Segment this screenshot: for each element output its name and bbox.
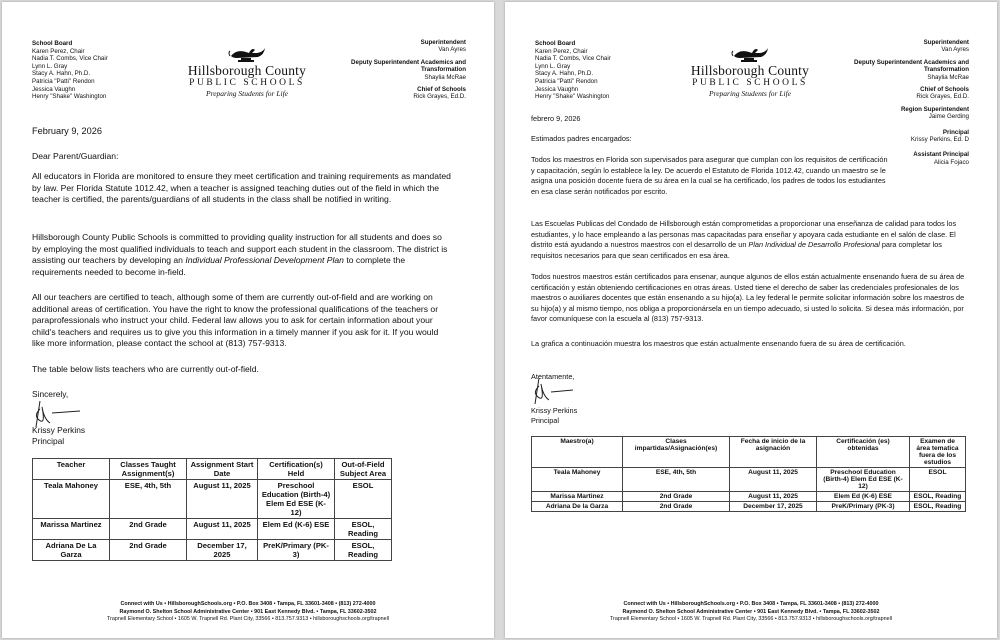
school-board-list <box>32 40 108 101</box>
closing: Atentamente, <box>531 372 575 381</box>
table-row <box>532 492 966 502</box>
paragraph-2-start: Hillsborough County Public Schools is committed to providing quality instruction for all students and does so by employing the most qualified individuals to teach and support each student in the classroom. The district is assisting our teachers by developing an <box>32 232 448 266</box>
column-header: Maestro(a) <box>532 437 623 468</box>
cell-certification: PreK/Primary (PK-3) <box>258 540 335 561</box>
column-header: Certificación (es) obtenidas <box>817 437 910 468</box>
cell-teacher: Marissa Martinez <box>532 492 623 502</box>
column-header: Out-of-Field Subject Area <box>335 459 392 480</box>
signer-name: Krissy Perkins <box>32 425 86 435</box>
district-subname: PUBLIC SCHOOLS <box>692 78 808 88</box>
cell-start-date: August 11, 2025 <box>187 519 258 540</box>
signer-name: Krissy Perkins <box>531 406 578 415</box>
paragraph-3: All our teachers are certified to teach, although some of them are currently out-of-field and are working on additional areas of certification. You have the right to know the professional qualifications of the teachers or paraprofessionals who instruct your child. Federal law allows you to ask for certain information about your child's teachers and requires us to give you this information in a timely manner if you ask for it. If you would like more information, please contact the school at (813) 757-9313. <box>32 292 439 349</box>
table-row <box>33 519 392 540</box>
letter-date: febrero 9, 2026 <box>531 114 581 123</box>
cell-subject-area: ESOL <box>335 480 392 519</box>
paragraph-4: La grafica a continuación muestra los maestros que están actualmente ensenando fuera de su área de certificación. <box>531 339 906 348</box>
cell-teacher: Teala Mahoney <box>532 468 623 492</box>
cell-classes: ESE, 4th, 5th <box>110 480 187 519</box>
board-member: Henry "Shake" Washington <box>32 93 107 101</box>
district-tagline: Preparing Students for Life <box>708 89 791 98</box>
cell-start-date: December 17, 2025 <box>187 540 258 561</box>
board-member: Lynn L. Gray <box>32 62 68 70</box>
cell-certification: Elem Ed (K-6) ESE <box>258 519 335 540</box>
lamp-of-learning-icon <box>227 44 267 64</box>
paragraph-2-plan-name: Plan Individual de Desarrollo Profesional <box>748 240 880 250</box>
cell-classes: 2nd Grade <box>110 540 187 561</box>
board-member: Jessica Vaughn <box>32 85 76 93</box>
cell-start-date: December 17, 2025 <box>730 502 817 512</box>
cell-classes: ESE, 4th, 5th <box>623 468 730 492</box>
out-of-field-table <box>32 458 392 561</box>
signer-title: Principal <box>531 416 559 425</box>
cell-start-date: August 11, 2025 <box>187 480 258 519</box>
paragraph-1: All educators in Florida are monitored to ensure they meet certification and training requirements as mandated by law. Per Florida Statute 1012.42, when a teacher is assigned teaching duties out of the field in which the teacher is certified, the parents/guardians of all students in the class shall be notified in writing. <box>32 171 451 205</box>
cell-certification: Preschool Education (Birth-4) Elem Ed ESE (K-12) <box>817 468 910 492</box>
greeting: Dear Parent/Guardian: <box>32 151 119 161</box>
cell-subject-area: ESOL, Reading <box>910 502 966 512</box>
district-subname: PUBLIC SCHOOLS <box>189 78 305 88</box>
school-board-list <box>535 40 611 101</box>
footer-line: Raymond O. Shelton School Administrative Center • 901 East Kennedy Blvd. • Tampa, FL 33602-3502 <box>119 608 377 615</box>
paragraph-2 <box>32 232 452 278</box>
district-tagline: Preparing Students for Life <box>205 89 288 98</box>
admin-title: Region Superintendent <box>900 105 969 113</box>
administration-list <box>839 39 969 166</box>
board-member: Stacy A. Hahn, Ph.D. <box>535 70 594 78</box>
cell-certification: Elem Ed (K-6) ESE <box>817 492 910 502</box>
admin-title: Principal <box>942 128 969 136</box>
admin-name: Shaylia McRae <box>424 73 466 81</box>
paragraph-2-plan-name: Individual Professional Development Plan <box>185 255 344 266</box>
cell-teacher: Adriana De La Garza <box>33 540 110 561</box>
cell-start-date: August 11, 2025 <box>730 468 817 492</box>
handwritten-signature <box>529 374 579 408</box>
admin-title: Chief of Schools <box>920 86 969 94</box>
footer-line: Connect with Us • HillsboroughSchools.org • P.O. Box 3408 • Tampa, FL 33601-3408 • (813) 272-4000 <box>120 601 376 608</box>
cell-teacher: Adriana De la Garza <box>532 502 623 512</box>
signer-block <box>32 425 85 447</box>
admin-title: Assistant Principal <box>913 151 969 159</box>
admin-name: Van Ayres <box>438 46 466 54</box>
admin-title: Superintendent <box>923 39 969 46</box>
cell-subject-area: ESOL, Reading <box>335 540 392 561</box>
board-member: Patricia "Patti" Rendon <box>32 77 95 85</box>
paragraph-2-end: para completar los requisitos necesarios para que sean certificados en esa área. <box>531 240 942 260</box>
signer-block <box>531 406 577 426</box>
board-member: Lynn L. Gray <box>535 62 571 70</box>
admin-name: Shaylia McRae <box>927 73 969 81</box>
column-header: Assignment Start Date <box>187 459 258 480</box>
lamp-of-learning-icon <box>730 44 770 64</box>
board-member: Stacy A. Hahn, Ph.D. <box>32 70 91 78</box>
paragraph-2-start: Las Escuelas Publicas del Condado de Hillsborough están comprometidas a proporcionar una enseñanza de calidad para todos los estudiantes, y lo hace empleando a las personas mas capacitadas para enseñar y apoyara cada estudiante en el salón de clase. El distrito está ayudando a nuestros maestros con el desarrollo de un <box>531 219 957 250</box>
admin-name: Alicia Fojaco <box>933 158 969 166</box>
admin-name: Jaime Gerding <box>928 113 969 121</box>
cell-subject-area: ESOL, Reading <box>910 492 966 502</box>
paragraph-1: Todos los maestros en Florida son supervisados para asegurar que cumplan con los requisitos de certificación y capacitación, según lo establece la ley. De acuerdo el Estatuto de Florida 1012.42, cuando un maestro se le asigna una posición docente fuera de su área en la cual se ha certificado, los padres de todos los estudiantes en esa clase serán notificados por escrito. <box>531 155 888 196</box>
board-member: Patricia "Patti" Rendon <box>535 77 598 85</box>
board-member: Nadia T. Combs, Vice Chair <box>535 55 611 63</box>
school-board-heading: School Board <box>535 40 576 47</box>
admin-name: Krissy Perkins, Ed. D <box>910 136 969 144</box>
letter-page-spanish <box>505 2 997 638</box>
table-row <box>532 502 966 512</box>
admin-title: Chief of Schools <box>417 86 466 94</box>
page-footer <box>505 601 997 624</box>
cell-teacher: Teala Mahoney <box>33 480 110 519</box>
footer-line: Trapnell Elementary School • 1605 W. Trapnell Rd. Plant City, 33566 • 813.757.9313 • hillsboroughschools.org/trapnell <box>107 616 389 623</box>
admin-name: Rick Grayes, Ed.D. <box>916 93 969 101</box>
district-name: Hillsborough County <box>187 63 307 78</box>
column-header: Examen de área tematica fuera de los estudios <box>910 437 966 468</box>
district-logo <box>685 44 815 98</box>
table-row <box>33 540 392 561</box>
page-footer <box>2 601 494 624</box>
district-name: Hillsborough County <box>690 63 810 78</box>
district-logo <box>182 44 312 98</box>
closing: Sincerely, <box>32 389 69 399</box>
paragraph-2-end: to complete the requirements needed to become in-field. <box>32 255 406 277</box>
letter-page-english <box>2 2 494 638</box>
cell-classes: 2nd Grade <box>110 519 187 540</box>
board-member: Karen Perez, Chair <box>535 47 588 55</box>
column-header: Fecha de inicio de la asignación <box>730 437 817 468</box>
admin-title: Superintendent <box>420 39 466 46</box>
cell-certification: PreK/Primary (PK-3) <box>817 502 910 512</box>
admin-title: Deputy Superintendent Academics and Transformation <box>351 58 466 74</box>
out-of-field-table <box>531 436 966 512</box>
cell-subject-area: ESOL <box>910 468 966 492</box>
admin-name: Rick Grayes, Ed.D. <box>413 93 466 101</box>
board-member: Karen Perez, Chair <box>32 47 85 55</box>
board-member: Nadia T. Combs, Vice Chair <box>32 55 108 63</box>
signer-title: Principal <box>32 436 65 446</box>
admin-title: Deputy Superintendent Academics and Transformation <box>854 58 969 74</box>
cell-classes: 2nd Grade <box>623 492 730 502</box>
school-board-heading: School Board <box>32 40 73 47</box>
column-header: Certification(s) Held <box>258 459 335 480</box>
cell-teacher: Marissa Martinez <box>33 519 110 540</box>
administration-list <box>336 39 466 101</box>
column-header: Teacher <box>33 459 110 480</box>
board-member: Jessica Vaughn <box>535 85 579 93</box>
column-header: Classes Taught Assignment(s) <box>110 459 187 480</box>
table-row <box>532 468 966 492</box>
cell-start-date: August 11, 2025 <box>730 492 817 502</box>
column-header: Clases impartidas/Asignación(es) <box>623 437 730 468</box>
cell-classes: 2nd Grade <box>623 502 730 512</box>
table-row <box>33 480 392 519</box>
letter-date: February 9, 2026 <box>32 126 102 136</box>
cell-certification: Preschool Education (Birth-4) Elem Ed ESE (K-12) <box>258 480 335 519</box>
footer-line: Raymond O. Shelton School Administrative Center • 901 East Kennedy Blvd. • Tampa, FL 33602-3502 <box>622 608 880 615</box>
footer-line: Connect with Us • HillsboroughSchools.org • P.O. Box 3408 • Tampa, FL 33601-3408 • (813) 272-4000 <box>623 601 879 608</box>
cell-subject-area: ESOL, Reading <box>335 519 392 540</box>
footer-line: Trapnell Elementary School • 1605 W. Trapnell Rd. Plant City, 33566 • 813.757.9313 • hillsboroughschools.org/trapnell <box>610 616 892 623</box>
board-member: Henry "Shake" Washington <box>535 93 610 101</box>
paragraph-4: The table below lists teachers who are currently out-of-field. <box>32 364 259 374</box>
paragraph-3: Todos nuestros maestros están certificados para ensenar, aunque algunos de ellos están actualmente ensenando fuera de su área de certificación y están obteniendo certificaciones en otras áreas. Usted tiene el derecho de saber las credenciales profesionales de los maestros o auxiliares docentes que están ensenando a su hijo(a). La ley federal le permite solicitar información sobre los maestros de su hijo(a) y al mismo tiempo, nos obliga a proporcionársela en un tiempo adecuado, si usted lo solicita. Si desea más información, por favor comuníquese con la escuela al (813) 757-9313. <box>531 272 965 324</box>
greeting: Estimados padres encargados: <box>531 134 632 143</box>
paragraph-2 <box>531 219 971 261</box>
admin-name: Van Ayres <box>941 46 969 54</box>
